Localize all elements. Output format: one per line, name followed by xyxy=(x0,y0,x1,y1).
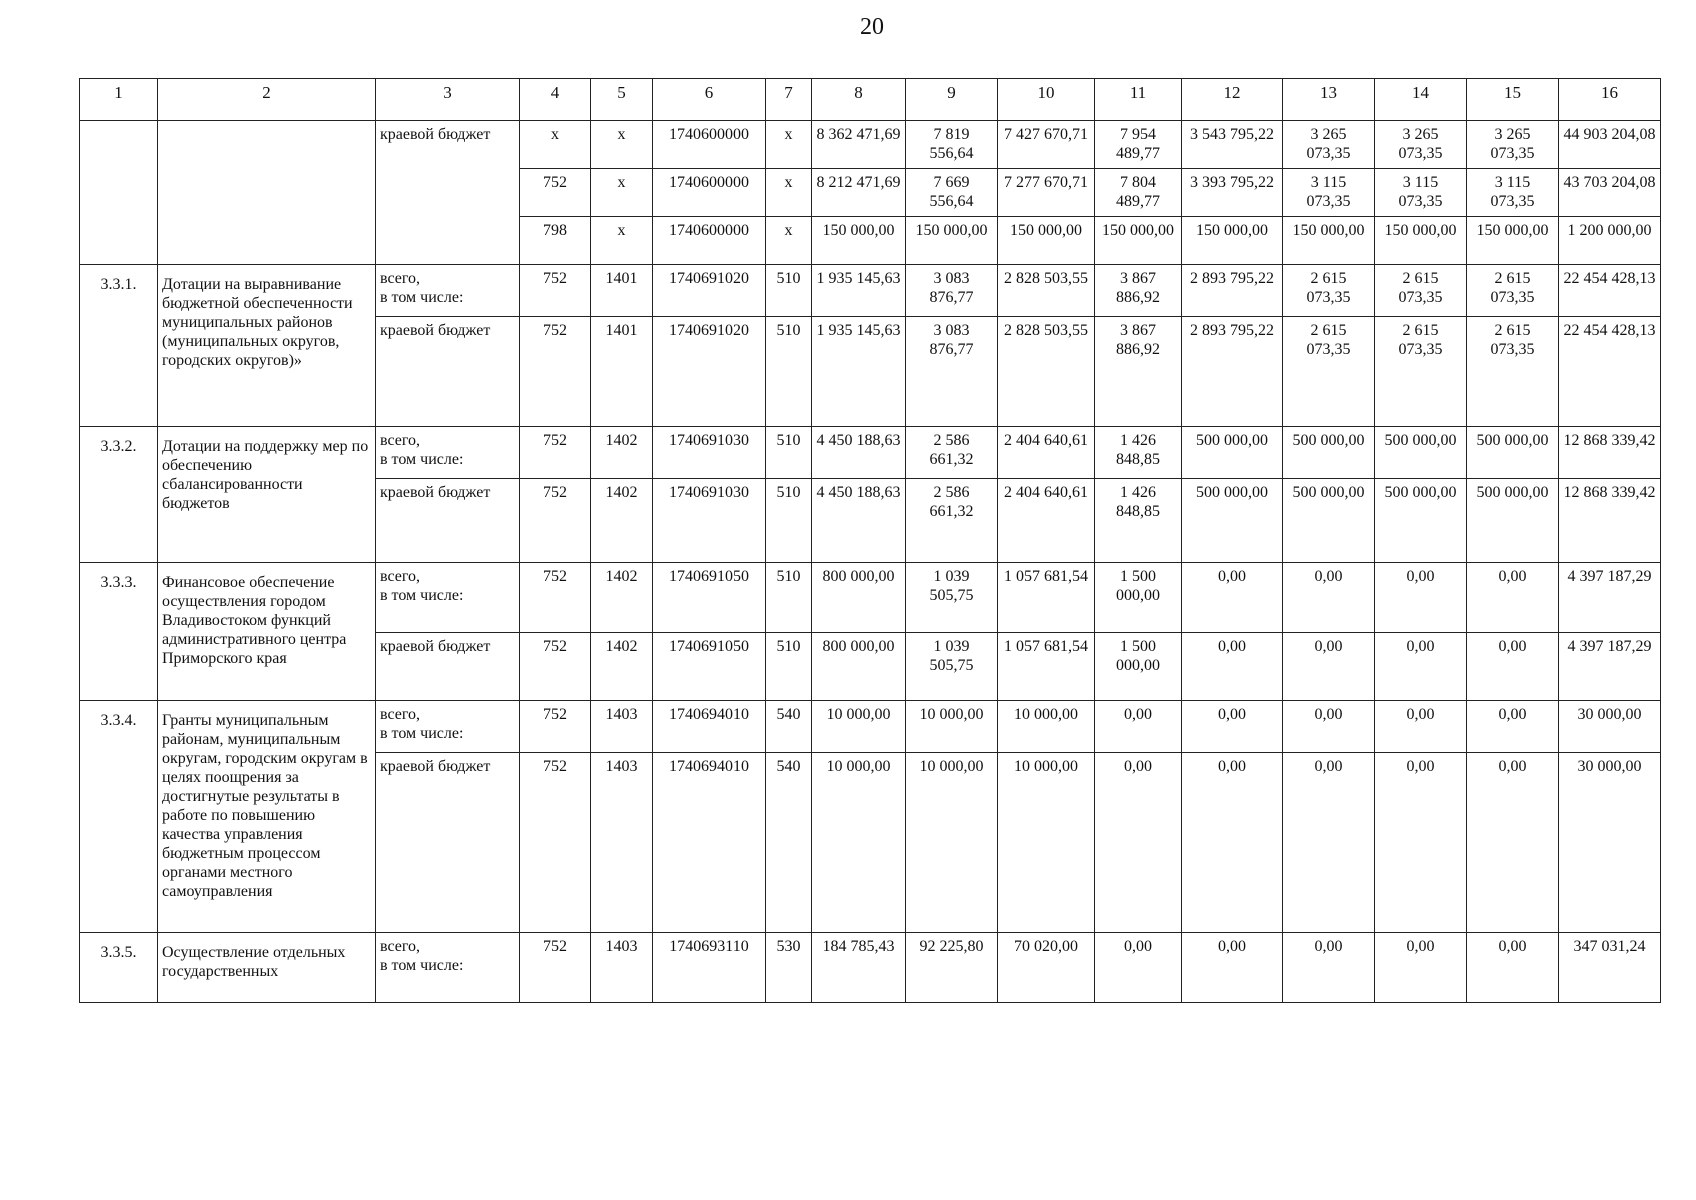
cell-col5: 1402 xyxy=(591,427,653,479)
value-cell: 150 000,00 xyxy=(1283,217,1375,265)
cell-col5: x xyxy=(591,217,653,265)
cell-col5: x xyxy=(591,169,653,217)
cell-col4: 752 xyxy=(520,265,591,317)
cell-col5: 1403 xyxy=(591,701,653,753)
value-cell: 10 000,00 xyxy=(906,753,998,933)
cell-col6: 1740691050 xyxy=(653,633,766,701)
value-cell: 0,00 xyxy=(1375,753,1467,933)
cell-col5: 1402 xyxy=(591,479,653,563)
cell-col4: 752 xyxy=(520,317,591,427)
cell-col6: 1740691050 xyxy=(653,563,766,633)
cell-col6: 1740691020 xyxy=(653,317,766,427)
value-cell: 500 000,00 xyxy=(1182,427,1283,479)
header-cell: 12 xyxy=(1182,79,1283,121)
cell-col7: 510 xyxy=(766,563,812,633)
value-cell: 0,00 xyxy=(1283,563,1375,633)
cell-col7: 510 xyxy=(766,633,812,701)
cell-col7: 510 xyxy=(766,427,812,479)
value-cell: 150 000,00 xyxy=(1182,217,1283,265)
value-cell: 150 000,00 xyxy=(1467,217,1559,265)
value-cell: 0,00 xyxy=(1375,701,1467,753)
value-cell: 0,00 xyxy=(1283,753,1375,933)
cell-col7: 540 xyxy=(766,753,812,933)
value-cell: 10 000,00 xyxy=(812,701,906,753)
cell-col7: 510 xyxy=(766,479,812,563)
source-cell: краевой бюджет xyxy=(376,633,520,701)
row-index-cell: 3.3.5. xyxy=(80,933,158,1003)
source-cell: краевой бюджет xyxy=(376,317,520,427)
value-cell: 1 039 505,75 xyxy=(906,563,998,633)
value-cell: 7 819 556,64 xyxy=(906,121,998,169)
value-cell: 2 404 640,61 xyxy=(998,427,1095,479)
source-cell: всего, в том числе: xyxy=(376,563,520,633)
activity-name-cell: Гранты муниципальным районам, муниципальным округам, городским округам в целях поощрения за достигнутые результаты в работе по повышению качества управления бюджетным процессом органами местного самоуправления xyxy=(158,701,376,933)
value-cell: 22 454 428,13 xyxy=(1559,317,1661,427)
value-cell: 0,00 xyxy=(1375,633,1467,701)
cell-col6: 1740600000 xyxy=(653,217,766,265)
value-cell: 4 450 188,63 xyxy=(812,479,906,563)
cell-col6: 1740600000 xyxy=(653,169,766,217)
cell-col6: 1740600000 xyxy=(653,121,766,169)
cell-col7: x xyxy=(766,217,812,265)
cell-col6: 1740694010 xyxy=(653,701,766,753)
header-cell: 6 xyxy=(653,79,766,121)
value-cell: 1 935 145,63 xyxy=(812,265,906,317)
value-cell: 0,00 xyxy=(1467,633,1559,701)
cell-col5: x xyxy=(591,121,653,169)
value-cell: 7 277 670,71 xyxy=(998,169,1095,217)
header-row xyxy=(80,79,1661,121)
cell-col7: 510 xyxy=(766,265,812,317)
value-cell: 10 000,00 xyxy=(998,753,1095,933)
value-cell: 1 500 000,00 xyxy=(1095,633,1182,701)
value-cell: 4 397 187,29 xyxy=(1559,633,1661,701)
value-cell: 0,00 xyxy=(1283,701,1375,753)
value-cell: 0,00 xyxy=(1375,933,1467,1003)
value-cell: 0,00 xyxy=(1375,563,1467,633)
value-cell: 0,00 xyxy=(1095,753,1182,933)
value-cell: 7 804 489,77 xyxy=(1095,169,1182,217)
value-cell: 800 000,00 xyxy=(812,633,906,701)
value-cell: 10 000,00 xyxy=(812,753,906,933)
value-cell: 2 404 640,61 xyxy=(998,479,1095,563)
value-cell: 500 000,00 xyxy=(1182,479,1283,563)
cell-col4: 752 xyxy=(520,701,591,753)
cell-col6: 1740694010 xyxy=(653,753,766,933)
value-cell: 2 828 503,55 xyxy=(998,317,1095,427)
value-cell: 30 000,00 xyxy=(1559,701,1661,753)
cell-col7: x xyxy=(766,121,812,169)
value-cell: 3 867 886,92 xyxy=(1095,317,1182,427)
activity-name-cell: Осуществление отдельных государственных xyxy=(158,933,376,1003)
cell-col7: 510 xyxy=(766,317,812,427)
cell-col7: 540 xyxy=(766,701,812,753)
activity-name-cell: Дотации на выравнивание бюджетной обеспеченности муниципальных районов (муниципальных округов, городских округов)» xyxy=(158,265,376,427)
row-index-cell: 3.3.3. xyxy=(80,563,158,701)
source-cell: всего, в том числе: xyxy=(376,933,520,1003)
value-cell: 2 586 661,32 xyxy=(906,479,998,563)
page-number: 20 xyxy=(860,14,884,40)
value-cell: 500 000,00 xyxy=(1467,479,1559,563)
value-cell: 0,00 xyxy=(1467,701,1559,753)
row-index-cell: 3.3.1. xyxy=(80,265,158,427)
header-cell: 15 xyxy=(1467,79,1559,121)
table-row xyxy=(80,265,1661,317)
value-cell: 150 000,00 xyxy=(1095,217,1182,265)
budget-table-body xyxy=(80,79,1661,1003)
row-index-cell: 3.3.2. xyxy=(80,427,158,563)
source-cell: краевой бюджет xyxy=(376,753,520,933)
value-cell: 2 615 073,35 xyxy=(1283,265,1375,317)
value-cell: 2 615 073,35 xyxy=(1283,317,1375,427)
value-cell: 1 039 505,75 xyxy=(906,633,998,701)
value-cell: 3 115 073,35 xyxy=(1467,169,1559,217)
header-cell: 9 xyxy=(906,79,998,121)
value-cell: 2 893 795,22 xyxy=(1182,317,1283,427)
table-row xyxy=(80,121,1661,169)
value-cell: 2 615 073,35 xyxy=(1467,317,1559,427)
value-cell: 44 903 204,08 xyxy=(1559,121,1661,169)
value-cell: 150 000,00 xyxy=(1375,217,1467,265)
value-cell: 7 954 489,77 xyxy=(1095,121,1182,169)
value-cell: 7 427 670,71 xyxy=(998,121,1095,169)
header-cell: 3 xyxy=(376,79,520,121)
value-cell: 3 543 795,22 xyxy=(1182,121,1283,169)
value-cell: 70 020,00 xyxy=(998,933,1095,1003)
value-cell: 0,00 xyxy=(1283,933,1375,1003)
value-cell: 12 868 339,42 xyxy=(1559,427,1661,479)
value-cell: 1 057 681,54 xyxy=(998,633,1095,701)
value-cell: 0,00 xyxy=(1095,933,1182,1003)
value-cell: 1 426 848,85 xyxy=(1095,427,1182,479)
value-cell: 1 057 681,54 xyxy=(998,563,1095,633)
cell-col4: 752 xyxy=(520,479,591,563)
cell-col4: 798 xyxy=(520,217,591,265)
value-cell: 1 500 000,00 xyxy=(1095,563,1182,633)
value-cell: 30 000,00 xyxy=(1559,753,1661,933)
value-cell: 92 225,80 xyxy=(906,933,998,1003)
header-cell: 11 xyxy=(1095,79,1182,121)
header-cell: 13 xyxy=(1283,79,1375,121)
value-cell: 0,00 xyxy=(1283,633,1375,701)
value-cell: 3 265 073,35 xyxy=(1283,121,1375,169)
header-cell: 16 xyxy=(1559,79,1661,121)
value-cell: 0,00 xyxy=(1182,933,1283,1003)
table-row xyxy=(80,427,1661,479)
value-cell: 0,00 xyxy=(1095,701,1182,753)
header-cell: 1 xyxy=(80,79,158,121)
activity-name-cell: Дотации на поддержку мер по обеспечению сбалансированности бюджетов xyxy=(158,427,376,563)
cell-col5: 1403 xyxy=(591,933,653,1003)
cell-col7: x xyxy=(766,169,812,217)
value-cell: 3 867 886,92 xyxy=(1095,265,1182,317)
value-cell: 3 393 795,22 xyxy=(1182,169,1283,217)
value-cell: 3 115 073,35 xyxy=(1375,169,1467,217)
value-cell: 2 615 073,35 xyxy=(1375,265,1467,317)
value-cell: 2 615 073,35 xyxy=(1467,265,1559,317)
cell-col6: 1740691030 xyxy=(653,479,766,563)
value-cell: 22 454 428,13 xyxy=(1559,265,1661,317)
cell-col6: 1740691020 xyxy=(653,265,766,317)
value-cell: 347 031,24 xyxy=(1559,933,1661,1003)
value-cell: 1 935 145,63 xyxy=(812,317,906,427)
value-cell: 1 200 000,00 xyxy=(1559,217,1661,265)
source-cell: краевой бюджет xyxy=(376,121,520,265)
value-cell: 10 000,00 xyxy=(998,701,1095,753)
value-cell: 500 000,00 xyxy=(1467,427,1559,479)
cell-col4: 752 xyxy=(520,563,591,633)
source-cell: всего, в том числе: xyxy=(376,265,520,317)
value-cell: 0,00 xyxy=(1182,701,1283,753)
value-cell: 2 615 073,35 xyxy=(1375,317,1467,427)
header-cell: 10 xyxy=(998,79,1095,121)
value-cell: 43 703 204,08 xyxy=(1559,169,1661,217)
value-cell: 4 450 188,63 xyxy=(812,427,906,479)
header-cell: 7 xyxy=(766,79,812,121)
value-cell: 3 083 876,77 xyxy=(906,317,998,427)
cell-col4: x xyxy=(520,121,591,169)
value-cell: 500 000,00 xyxy=(1283,427,1375,479)
cell-col7: 530 xyxy=(766,933,812,1003)
value-cell: 2 828 503,55 xyxy=(998,265,1095,317)
table-row xyxy=(80,563,1661,633)
value-cell: 184 785,43 xyxy=(812,933,906,1003)
value-cell: 3 083 876,77 xyxy=(906,265,998,317)
header-cell: 14 xyxy=(1375,79,1467,121)
value-cell: 150 000,00 xyxy=(812,217,906,265)
activity-name-cell: Финансовое обеспечение осуществления городом Владивостоком функций административного центра Приморского края xyxy=(158,563,376,701)
value-cell: 12 868 339,42 xyxy=(1559,479,1661,563)
cell-col5: 1401 xyxy=(591,317,653,427)
header-cell: 2 xyxy=(158,79,376,121)
value-cell: 0,00 xyxy=(1182,633,1283,701)
value-cell: 500 000,00 xyxy=(1283,479,1375,563)
value-cell: 150 000,00 xyxy=(906,217,998,265)
value-cell: 0,00 xyxy=(1182,563,1283,633)
cell-col5: 1403 xyxy=(591,753,653,933)
cell-col4: 752 xyxy=(520,633,591,701)
value-cell: 3 265 073,35 xyxy=(1375,121,1467,169)
cell-col4: 752 xyxy=(520,753,591,933)
empty-name-cell xyxy=(158,121,376,265)
value-cell: 0,00 xyxy=(1182,753,1283,933)
value-cell: 2 586 661,32 xyxy=(906,427,998,479)
value-cell: 0,00 xyxy=(1467,563,1559,633)
value-cell: 3 115 073,35 xyxy=(1283,169,1375,217)
empty-index-cell xyxy=(80,121,158,265)
source-cell: всего, в том числе: xyxy=(376,427,520,479)
value-cell: 0,00 xyxy=(1467,933,1559,1003)
cell-col5: 1402 xyxy=(591,633,653,701)
cell-col6: 1740693110 xyxy=(653,933,766,1003)
value-cell: 500 000,00 xyxy=(1375,479,1467,563)
header-cell: 5 xyxy=(591,79,653,121)
value-cell: 500 000,00 xyxy=(1375,427,1467,479)
value-cell: 150 000,00 xyxy=(998,217,1095,265)
table-row xyxy=(80,701,1661,753)
source-cell: всего, в том числе: xyxy=(376,701,520,753)
value-cell: 8 212 471,69 xyxy=(812,169,906,217)
header-cell: 8 xyxy=(812,79,906,121)
table-row xyxy=(80,933,1661,1003)
value-cell: 10 000,00 xyxy=(906,701,998,753)
cell-col6: 1740691030 xyxy=(653,427,766,479)
budget-table xyxy=(79,78,1661,1003)
cell-col4: 752 xyxy=(520,169,591,217)
cell-col4: 752 xyxy=(520,427,591,479)
value-cell: 8 362 471,69 xyxy=(812,121,906,169)
cell-col5: 1401 xyxy=(591,265,653,317)
value-cell: 4 397 187,29 xyxy=(1559,563,1661,633)
value-cell: 7 669 556,64 xyxy=(906,169,998,217)
value-cell: 1 426 848,85 xyxy=(1095,479,1182,563)
value-cell: 800 000,00 xyxy=(812,563,906,633)
row-index-cell: 3.3.4. xyxy=(80,701,158,933)
value-cell: 3 265 073,35 xyxy=(1467,121,1559,169)
value-cell: 2 893 795,22 xyxy=(1182,265,1283,317)
value-cell: 0,00 xyxy=(1467,753,1559,933)
cell-col5: 1402 xyxy=(591,563,653,633)
source-cell: краевой бюджет xyxy=(376,479,520,563)
header-cell: 4 xyxy=(520,79,591,121)
cell-col4: 752 xyxy=(520,933,591,1003)
